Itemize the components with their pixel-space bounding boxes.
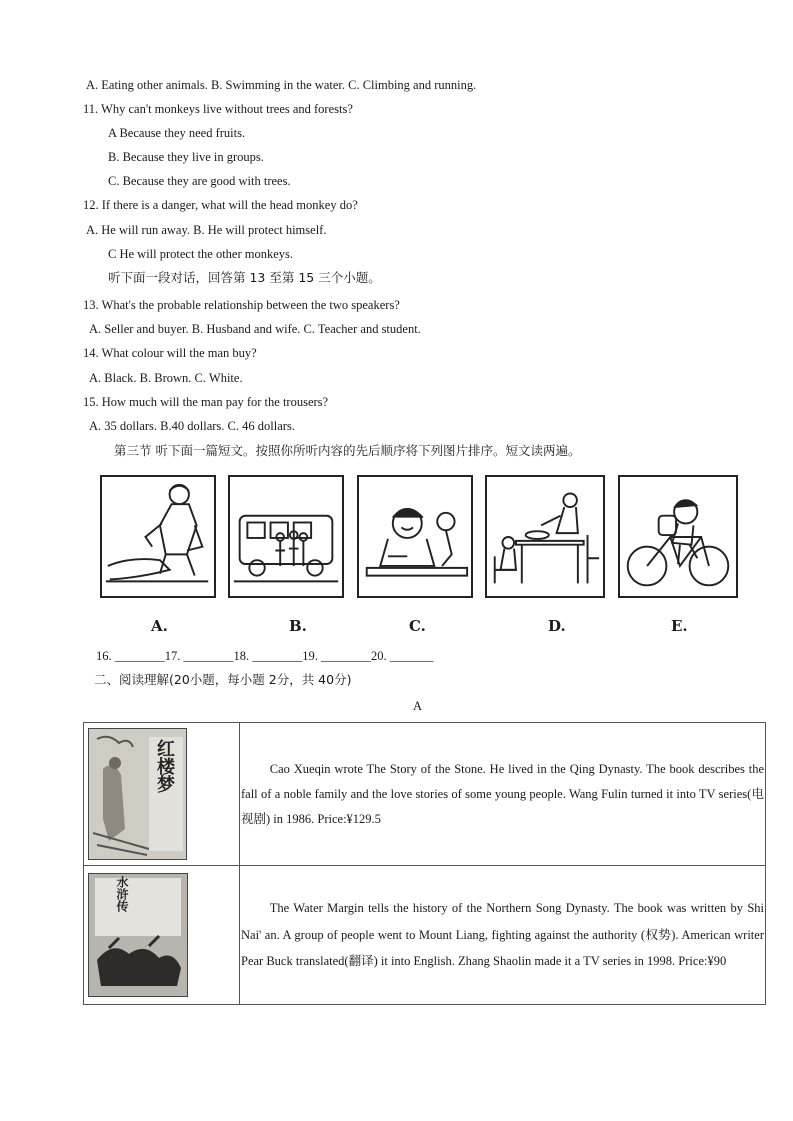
q11-option-a: A Because they need fruits.	[108, 126, 246, 140]
q12-option-c: C He will protect the other monkeys.	[108, 247, 294, 261]
reading-part-label: A	[413, 699, 423, 713]
table-row	[84, 723, 766, 866]
book-cover-title: 水浒传	[115, 876, 129, 912]
doctor-treating-patient-picture	[100, 475, 216, 598]
section2-instruction: 听下面一段对话，回答第 13 至第 15 三个小题。	[108, 270, 381, 285]
reading-heading: 二、阅读理解(20小题，每小题 2分，共 40分)	[94, 672, 352, 687]
picture-label-b: B.	[289, 617, 307, 635]
q14-options: A. Black. B. Brown. C. White.	[89, 371, 243, 385]
book-cover-cell	[84, 723, 240, 866]
story-of-the-stone-text: Cao Xueqin wrote The Story of the Stone. He lived in the Qing Dynasty. The book describes the fall of a noble family and the love stories of some young people. Wang Fulin turned it into TV series(电视剧) in 1986. Price:¥129.5	[241, 761, 764, 826]
q10-options: A. Eating other animals. B. Swimming in the water. C. Climbing and running.	[86, 78, 477, 92]
book-description-cell	[240, 723, 766, 866]
family-dinner-picture	[485, 475, 605, 598]
q13-options: A. Seller and buyer. B. Husband and wife. C. Teacher and student.	[89, 322, 421, 336]
boy-studying-picture	[357, 475, 473, 598]
answer-line: 16. ________17. ________18. ________19. ________20. _______	[96, 649, 434, 663]
q11-option-c: C. Because they are good with trees.	[108, 174, 291, 188]
book-description-cell	[240, 866, 766, 1005]
section3-instruction: 第三节 听下面一篇短文。按照你所听内容的先后顺序将下列图片排序。短文读两遍。	[114, 443, 581, 458]
q15-options: A. 35 dollars. B.40 dollars. C. 46 dollars.	[89, 419, 295, 433]
q12-question: 12. If there is a danger, what will the head monkey do?	[83, 198, 358, 212]
book-cover-title: 红楼梦	[154, 739, 175, 793]
q13-question: 13. What's the probable relationship between the two speakers?	[83, 298, 400, 312]
q11-option-b: B. Because they live in groups.	[108, 150, 264, 164]
water-margin-cover-picture	[88, 873, 188, 997]
q14-question: 14. What colour will the man buy?	[83, 346, 257, 360]
picture-label-c: C.	[409, 617, 426, 635]
q15-question: 15. How much will the man pay for the trousers?	[83, 395, 329, 409]
q11-question: 11. Why can't monkeys live without trees and forests?	[83, 102, 353, 116]
reading-table	[83, 722, 766, 1005]
picture-label-a: A.	[151, 617, 168, 635]
picture-label-e: E.	[671, 617, 688, 635]
q12-options-ab: A. He will run away. B. He will protect himself.	[86, 223, 327, 237]
boy-cycling-picture	[618, 475, 738, 598]
bus-passengers-picture	[228, 475, 344, 598]
water-margin-text: The Water Margin tells the history of the Northern Song Dynasty. The book was written by Shi Nai' an. A group of people went to Mount Liang, fighting against the authority (权势). American writer Pear Buck translated(翻译) it into English. Zhang Shaolin made it a TV series in 1998. Price:¥90	[241, 901, 764, 969]
book-cover-cell	[84, 866, 240, 1005]
table-row	[84, 866, 766, 1005]
picture-label-d: D.	[548, 617, 566, 635]
story-of-the-stone-cover-picture	[88, 728, 187, 860]
